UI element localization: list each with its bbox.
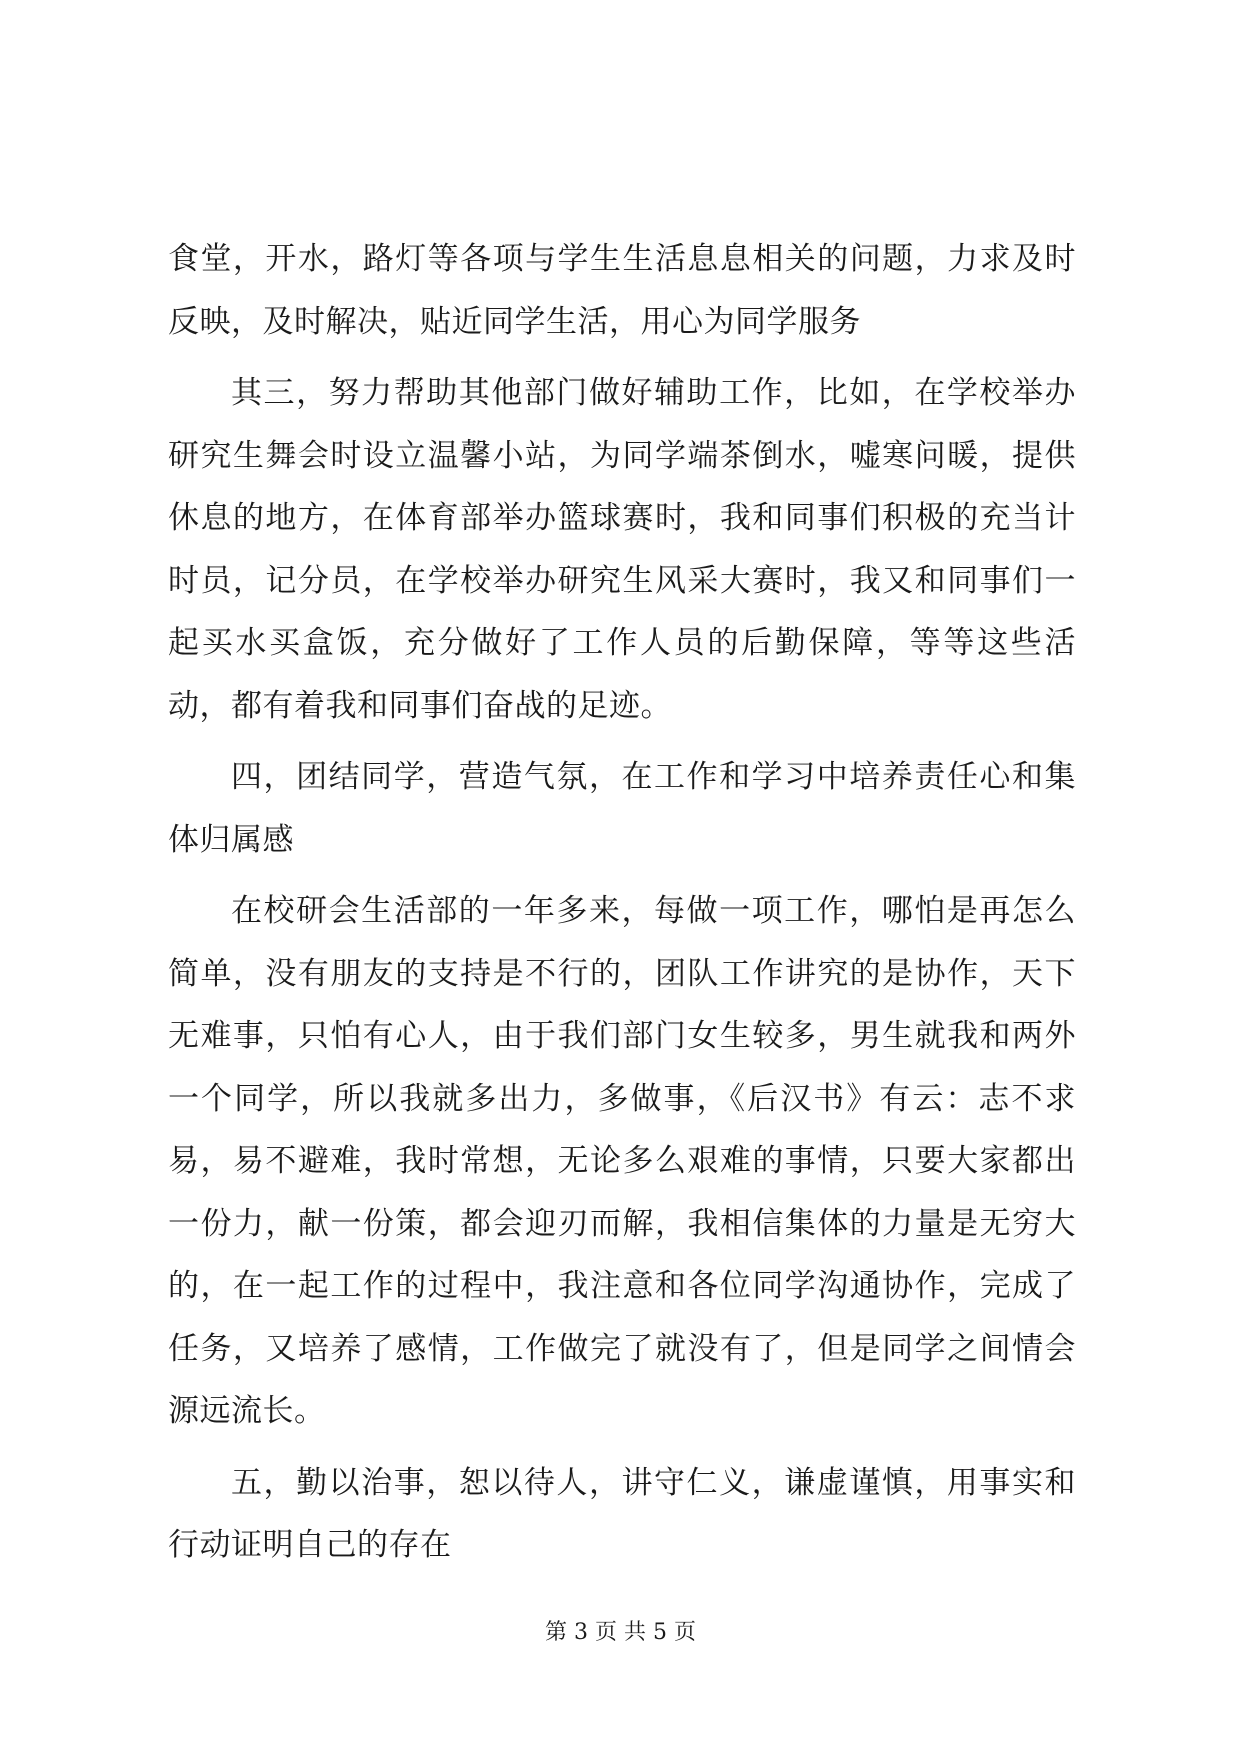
document-body xyxy=(168,228,1076,1577)
paragraph-heading-five: 五，勤以治事，恕以待人，讲守仁义，谦虚谨慎，用事实和行动证明自己的存在 xyxy=(168,1464,1076,1563)
paragraph-heading-four: 四，团结同学，营造气氛，在工作和学习中培养责任心和集体归属感 xyxy=(168,759,1076,858)
page-footer: 第 3 页 共 5 页 xyxy=(545,1620,696,1645)
paragraph-third-point: 其三，努力帮助其他部门做好辅助工作，比如，在学校举办研究生舞会时设立温馨小站，为同学端茶倒水，嘘寒问暖，提供休息的地方，在体育部举办篮球赛时，我和同事们积极的充当计时员，记分员，在学校举办研究生风采大赛时，我又和同事们一起买水买盒饭，充分做好了工作人员的后勤保障，等等这些活动，都有着我和同事们奋战的足迹。 xyxy=(168,375,1076,724)
paragraph-continuation: 食堂，开水，路灯等各项与学生生活息息相关的问题，力求及时反映，及时解决，贴近同学生活，用心为同学服务 xyxy=(168,241,1076,340)
paragraph-teamwork: 在校研会生活部的一年多来，每做一项工作，哪怕是再怎么简单，没有朋友的支持是不行的，团队工作讲究的是协作，天下无难事，只怕有心人，由于我们部门女生较多，男生就我和两外一个同学，所以我就多出力，多做事，《后汉书》有云：志不求易，易不避难，我时常想，无论多么艰难的事情，只要大家都出一份力，献一份策，都会迎刃而解，我相信集体的力量是无穷大的，在一起工作的过程中，我注意和各位同学沟通协作，完成了任务，又培养了感情，工作做完了就没有了，但是同学之间情会源远流长。 xyxy=(168,893,1076,1429)
